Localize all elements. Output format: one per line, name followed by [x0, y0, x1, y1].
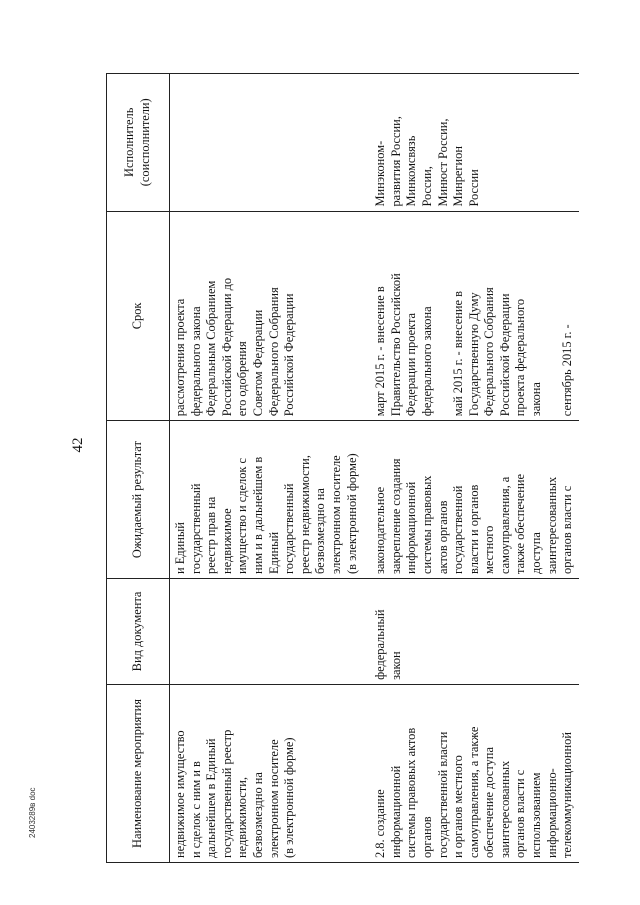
cell-text-line: недвижимое имущество — [173, 730, 187, 858]
cell-text-line: информационно- — [544, 768, 559, 858]
cell-text-line: заинтересованных — [497, 760, 512, 858]
cell-text-line: сентябрь 2015 г. - — [560, 324, 575, 417]
cell-text-line: информационной — [388, 765, 403, 858]
cell-text-line: самоуправления, а — [497, 476, 512, 574]
cell-text-line: развития России, — [388, 116, 403, 207]
cell-text-line: также обеспечение — [513, 473, 528, 574]
table-header-row — [107, 74, 170, 863]
cell-text-line: (в электронной форме) — [282, 737, 297, 858]
cell-text-line: использованием — [529, 772, 544, 858]
cell-text-line: Минюст России, — [435, 118, 450, 207]
header-result: Ожидаемый результат — [107, 421, 170, 579]
cell-text-line: недвижимости, — [235, 777, 250, 858]
cell-text-line: и Единый — [173, 522, 187, 574]
cell-text-line: власти и органов — [466, 484, 481, 574]
cell-text-line: закон — [388, 651, 403, 680]
cell-text-line: государственный — [282, 483, 297, 574]
cell-doc-type — [170, 578, 364, 684]
cell-text-line: самоуправления, а также — [466, 726, 481, 858]
cell-doc-type — [363, 578, 579, 684]
cell-text-line: государственный — [188, 483, 203, 574]
page-number: 42 — [70, 437, 86, 453]
cell-measure — [363, 684, 579, 862]
cell-text-line: Российской Федерации — [282, 293, 297, 417]
cell-text-line: Федерального Собрания — [482, 287, 497, 417]
cell-text-line: реестр прав на — [204, 496, 219, 574]
cell-text-line: федерального закона — [188, 306, 203, 417]
cell-text-line: России, — [419, 166, 434, 207]
cell-text-line: безвозмездно на — [313, 488, 328, 574]
cell-text-line: местного — [482, 525, 497, 574]
cell-text-line: Федерации проекта — [404, 312, 419, 417]
cell-text-line: (в электронной форме) — [344, 453, 359, 574]
cell-text-line: федеральный — [373, 609, 388, 680]
cell-text-line: органов — [419, 816, 434, 858]
cell-text-line: органов власти с — [560, 485, 575, 574]
cell-text-line: государственной власти — [435, 731, 450, 858]
cell-result — [363, 421, 579, 579]
cell-text-line: Минкомсвязь — [404, 135, 419, 207]
cell-text-line: электронном носителе — [266, 739, 281, 858]
cell-text-line: государственный реестр — [219, 729, 234, 858]
cell-text-line: системы правовых — [419, 475, 434, 574]
cell-text-line: май 2015 г. - внесение в — [451, 291, 466, 417]
rotated-content — [62, 45, 622, 865]
cell-text-line: закрепление создания — [388, 458, 403, 574]
table-row — [170, 74, 364, 863]
cell-text-line: недвижимое — [219, 508, 234, 574]
cell-text-line: Правительство Российской — [388, 273, 403, 417]
header-term: Срок — [107, 211, 170, 421]
cell-text-line: Советом Федерации — [250, 309, 265, 417]
cell-text-line: электронном носителе — [328, 455, 343, 574]
cell-text-line: март 2015 г. - внесение в — [373, 286, 388, 417]
cell-text-line: и сделок с ним и в — [188, 761, 203, 858]
cell-term — [170, 211, 364, 421]
cell-text-line: закона — [529, 382, 544, 417]
measures-table — [106, 73, 579, 863]
cell-text-line: Федерального Собрания — [266, 287, 281, 417]
cell-text-line: 2.8. создание — [373, 789, 388, 858]
document-code-footer: 2403289в doc — [28, 787, 37, 838]
cell-result — [170, 421, 364, 579]
cell-text-line: России — [466, 169, 481, 207]
cell-text-line: органов власти с — [513, 769, 528, 858]
cell-executor — [170, 74, 364, 212]
cell-text-line: проекта федерального — [513, 298, 528, 417]
cell-text-line — [545, 216, 561, 417]
cell-text-line: телекоммуникационной — [560, 732, 575, 858]
cell-text-line: Единый — [266, 531, 281, 574]
header-measure: Наименование мероприятия — [107, 684, 170, 862]
cell-text-line: Государственную Думу — [466, 292, 481, 417]
cell-text-line: обеспечение доступа — [482, 747, 497, 858]
header-executor: Исполнитель (соисполнители) — [107, 74, 170, 212]
cell-term — [363, 211, 579, 421]
cell-text-line: безвозмездно на — [250, 772, 265, 858]
cell-text-line: системы правовых актов — [404, 727, 419, 858]
cell-text-line: и органов местного — [451, 755, 466, 858]
table-row — [363, 74, 579, 863]
cell-text-line: реестр недвижимости, — [297, 455, 312, 574]
header-doc-type: Вид документа — [107, 578, 170, 684]
cell-text-line: Минэконом- — [373, 140, 388, 207]
cell-text-line: государственной — [451, 485, 466, 574]
cell-text-line: имущество и сделок с — [235, 457, 250, 574]
cell-text-line: Федеральным Собранием — [204, 280, 219, 417]
cell-text-line: рассмотрения проекта — [173, 298, 187, 417]
cell-text-line: дальнейшем в Единый — [204, 738, 219, 858]
cell-measure — [170, 684, 364, 862]
cell-text-line: его одобрения — [235, 341, 250, 417]
cell-text-line: информационной — [404, 481, 419, 574]
cell-text-line: федерального закона — [419, 306, 434, 417]
cell-text-line: законодательное — [373, 486, 388, 574]
cell-text-line — [436, 216, 452, 417]
cell-text-line: заинтересованных — [544, 476, 559, 574]
cell-executor — [363, 74, 579, 212]
cell-text-line: Российской Федерации — [497, 293, 512, 417]
cell-text-line: ним и в дальнейшем в — [250, 456, 265, 574]
cell-text-line: актов органов — [435, 500, 450, 574]
cell-text-line: Минрегион — [451, 146, 466, 207]
cell-text-line: Российской Федерации до — [219, 277, 234, 417]
cell-text-line: доступа — [529, 532, 544, 574]
